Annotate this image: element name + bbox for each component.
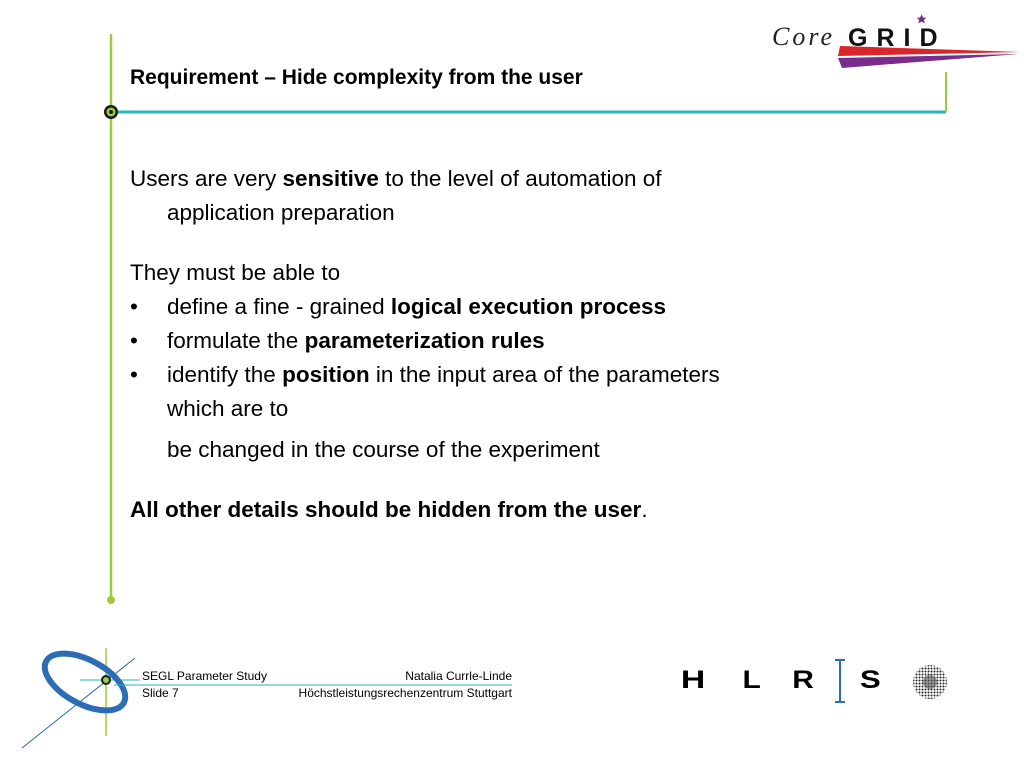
list-item: • define a fine - grained logical execution process [130, 294, 667, 319]
list-item: • formulate the parameterization rules [130, 328, 545, 353]
footer-institute: Höchstleistungsrechenzentrum Stuttgart [298, 686, 512, 700]
list-continuation: be changed in the course of the experiment [167, 437, 600, 462]
hlrs-i-bar [832, 658, 848, 706]
bottom-accent-dot [107, 596, 115, 604]
hlrs-letter-r: R [792, 666, 814, 694]
footer [142, 668, 512, 702]
orbit-logo [10, 628, 150, 748]
list-item: • identify the position in the input area of the parameters which are to [130, 362, 720, 421]
paragraph-conclusion: All other details should be hidden from the user. [130, 497, 648, 522]
logo-grid-text: GRID [848, 24, 947, 52]
hlrs-letter-h: H [680, 666, 706, 694]
footer-project: SEGL Parameter Study [142, 669, 267, 683]
slide-title: Requirement – Hide complexity from the user [130, 66, 583, 89]
paragraph-sensitivity: Users are very sensitive to the level of automation of application preparation [130, 166, 662, 225]
hlrs-logo [680, 664, 954, 712]
paragraph-must-be-able: They must be able to [130, 260, 341, 285]
footer-author: Natalia Currle-Linde [405, 669, 512, 683]
hlrs-letter-s: S [859, 666, 881, 694]
coregrid-logo [768, 12, 1020, 70]
star-icon [917, 14, 927, 23]
halftone-globe-icon [912, 664, 948, 700]
footer-slide-number: Slide 7 [142, 686, 179, 700]
hlrs-letter-l: L [742, 666, 761, 694]
logo-core-text: Core [772, 22, 836, 51]
slide-body [130, 162, 930, 527]
